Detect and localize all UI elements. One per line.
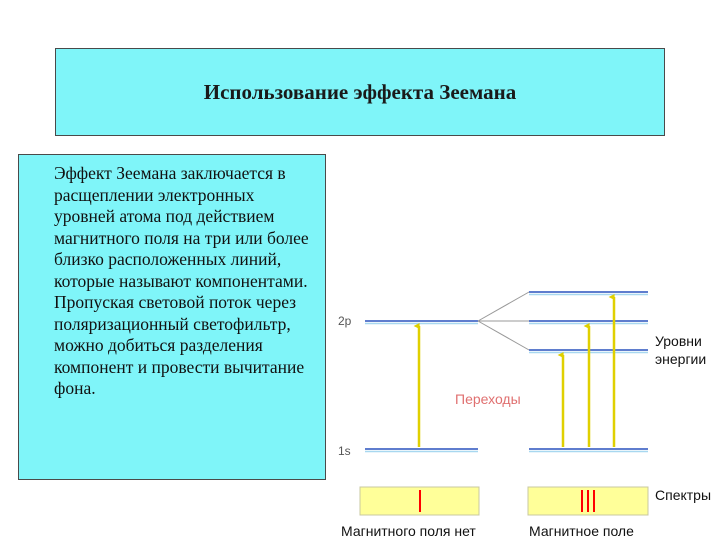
- spectra-label: Спектры: [655, 487, 712, 503]
- level-1s-label: 1s: [338, 444, 351, 458]
- split-line-upper: [478, 292, 529, 321]
- transitions-label: Переходы: [455, 391, 521, 407]
- description-text: Эффект Зеемана заключается в расщеплении электронных уровней атома под действием магнитного поля на три или более близко расположенных линий, которые называют компонентами. Пропуская световой поток через поляризационный светофильтр, можно добиться разделения компонент и провести вычитание фона.: [54, 163, 309, 398]
- energy-levels-label-line1: Уровни: [655, 333, 702, 349]
- slide-title: Использование эффекта Зеемана: [203, 79, 517, 104]
- energy-levels-label-line2: энергии: [655, 351, 707, 367]
- field-caption: Магнитное поле: [529, 523, 634, 539]
- no-field-caption: Магнитного поля нет: [341, 523, 476, 539]
- level-2p-label: 2p: [338, 314, 352, 328]
- split-line-lower: [478, 321, 529, 350]
